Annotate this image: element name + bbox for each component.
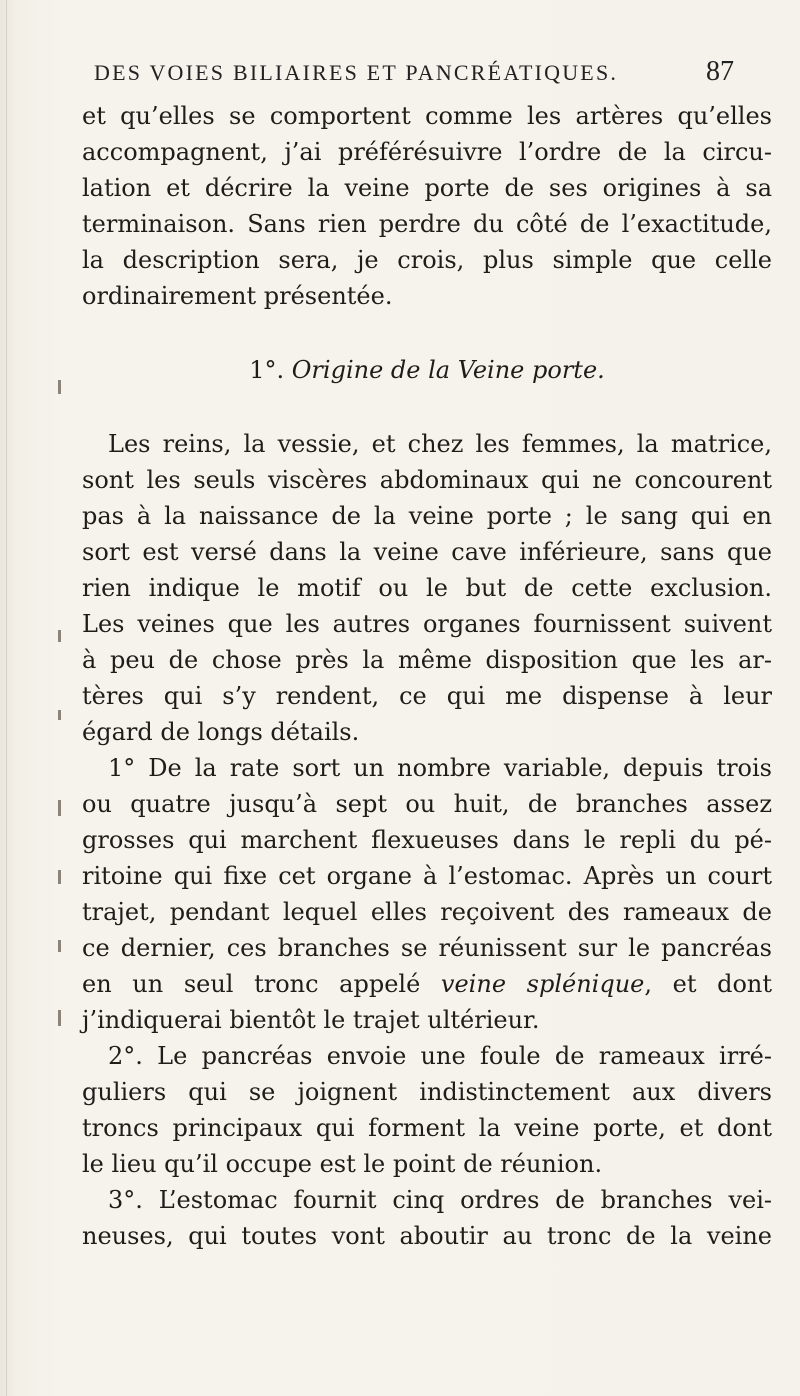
page-gutter xyxy=(6,0,7,1396)
text-line: neuses, qui toutes vont aboutir au tronc de la veine xyxy=(82,1222,772,1250)
text-line: ce dernier, ces branches se réunissent sur le pancréas xyxy=(82,934,772,962)
text-line: la description sera, je crois, plus simple que celle xyxy=(82,246,772,274)
text-line: tères qui s’y rendent, ce qui me dispense à leur xyxy=(82,682,772,710)
text-line: ou quatre jusqu’à sept ou huit, de branches assez xyxy=(82,790,772,818)
text-line: 3°. L’estomac fournit cinq ordres de branches vei- xyxy=(108,1186,772,1214)
text-line: Les reins, la vessie, et chez les femmes, la matrice, xyxy=(108,430,772,458)
section-heading xyxy=(82,314,772,426)
text-line: et qu’elles se comportent comme les artères qu’elles xyxy=(82,102,772,130)
italic-term: veine splénique xyxy=(440,970,645,998)
margin-bleed-marks xyxy=(58,380,68,1080)
text-line: 1° De la rate sort un nombre variable, depuis trois xyxy=(108,754,772,782)
text-line: troncs principaux qui forment la veine porte, et dont xyxy=(82,1114,772,1142)
text-run: , et dont xyxy=(644,970,772,998)
section-title: Origine de la Veine porte. xyxy=(291,356,605,384)
text-line: à peu de chose près la même disposition que les ar- xyxy=(82,646,772,674)
text-line: trajet, pendant lequel elles reçoivent des rameaux de xyxy=(82,898,772,926)
running-head xyxy=(94,56,734,96)
text-line: grosses qui marchent flexueuses dans le repli du pé- xyxy=(82,826,772,854)
text-line: 2°. Le pancréas envoie une foule de rameaux irré- xyxy=(108,1042,772,1070)
text-line: rien indique le motif ou le but de cette exclusion. xyxy=(82,574,772,602)
text-line: lation et décrire la veine porte de ses origines à sa xyxy=(82,174,772,202)
text-line: ritoine qui fixe cet organe à l’estomac. Après un court xyxy=(82,862,772,890)
page-number: 87 xyxy=(706,56,734,87)
text-line: sort est versé dans la veine cave inférieure, sans que xyxy=(82,538,772,566)
text-line-with-italic xyxy=(82,966,772,1002)
text-line: accompagnent, j’ai préférésuivre l’ordre de la circu- xyxy=(82,138,772,166)
text-line: ordinairement présentée. xyxy=(82,282,393,310)
text-line: sont les seuls viscères abdominaux qui ne concourent xyxy=(82,466,772,494)
text-line: égard de longs détails. xyxy=(82,718,360,746)
running-title: DES VOIES BILIAIRES ET PANCRÉATIQUES. xyxy=(94,60,619,85)
text-line: Les veines que les autres organes fournissent suivent xyxy=(82,610,772,638)
text-line: pas à la naissance de la veine porte ; le sang qui en xyxy=(82,502,772,530)
text-line: terminaison. Sans rien perdre du côté de l’exactitude, xyxy=(82,210,772,238)
section-number: 1°. xyxy=(249,356,285,384)
text-line: le lieu qu’il occupe est le point de réunion. xyxy=(82,1150,603,1178)
text-line: guliers qui se joignent indistinctement aux divers xyxy=(82,1078,772,1106)
text-line: j’indiquerai bientôt le trajet ultérieur. xyxy=(82,1006,540,1034)
text-block xyxy=(82,98,772,1254)
text-run: en un seul tronc appelé xyxy=(82,970,441,998)
